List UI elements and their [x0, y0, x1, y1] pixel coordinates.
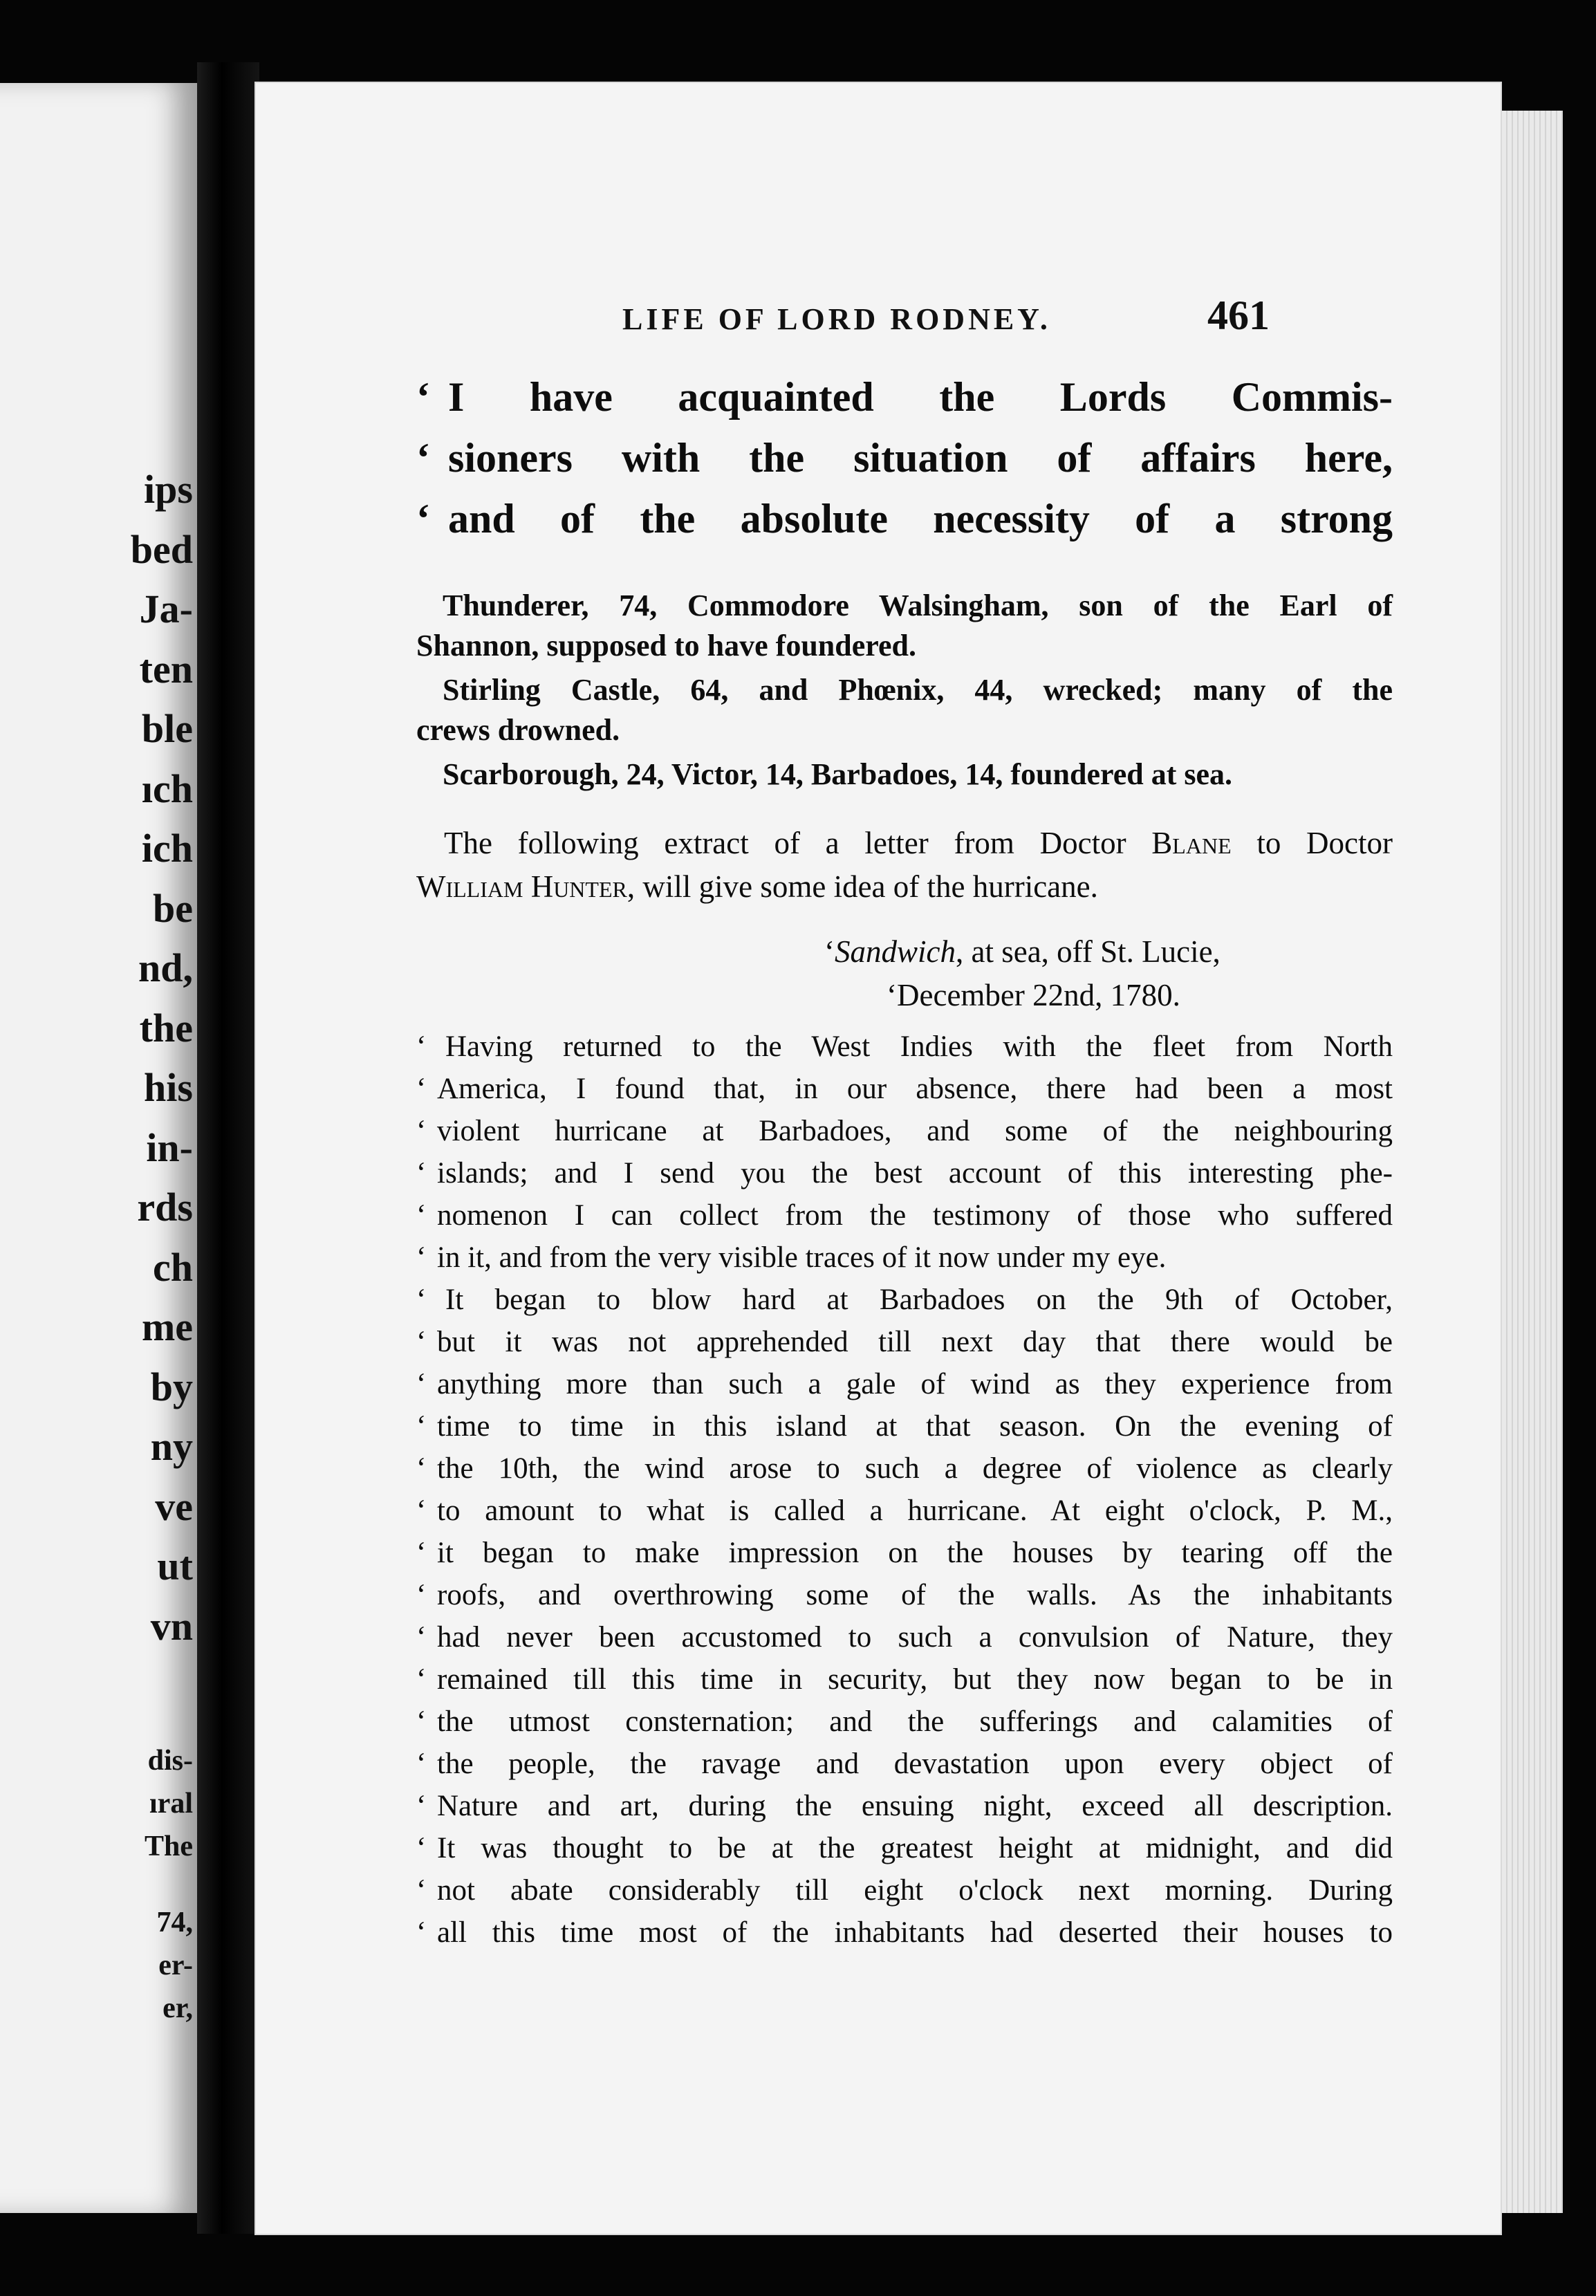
letter-line: [416, 1532, 1393, 1574]
letter-line: [416, 1616, 1393, 1658]
quote-mark: ‘: [416, 1410, 427, 1443]
intro-line: The following extract of a letter from Doctor Blane to Doctor: [444, 826, 1393, 860]
line-text: islands; and I send you the best account of this interesting phe-: [437, 1157, 1393, 1189]
line-text: in it, and from the very visible traces of it now under my eye.: [437, 1241, 1167, 1274]
previous-page-note-fragments: [27, 1739, 193, 2030]
intro-line: William Hunter, will give some idea of the hurricane.: [416, 869, 1098, 904]
page-fragment: dis-: [147, 1745, 193, 1777]
page-fragment: ve: [155, 1483, 193, 1529]
line-text: Nature and art, during the ensuing night, exceed all description.: [437, 1790, 1393, 1822]
quote-mark: ‘: [416, 1199, 427, 1232]
letter-line: [416, 1743, 1393, 1785]
page-fragment: Ja-: [139, 586, 193, 631]
body-text: [416, 367, 1393, 549]
line-text: It began to blow hard at Barbadoes on the 9th of October,: [445, 1284, 1393, 1316]
page-fragment: ch: [153, 1244, 193, 1290]
quote-mark: ‘: [416, 1241, 427, 1274]
letter-line: [416, 1321, 1393, 1363]
line-text: the utmost consternation; and the sufferings and calamities of: [437, 1705, 1393, 1738]
page-fragment: ble: [141, 706, 193, 751]
page-fragment: rds: [137, 1185, 193, 1230]
body-line: [416, 488, 1393, 549]
letter-line: [416, 1447, 1393, 1490]
previous-page-body-fragments: [27, 460, 193, 1656]
letter-line: [416, 1110, 1393, 1152]
quote-mark: ‘: [416, 1874, 427, 1907]
page-number: 461: [1207, 293, 1270, 338]
line-text: remained till this time in security, but they now began to be in: [437, 1663, 1393, 1696]
book-gutter: [197, 62, 259, 2234]
page-fragment: ips: [144, 467, 193, 512]
letter-line: [416, 1658, 1393, 1701]
letter-line: [416, 1068, 1393, 1110]
quote-mark: ‘: [416, 1790, 427, 1822]
name-william-hunter: William Hunter: [416, 869, 627, 904]
page-fragment: ıral: [149, 1788, 193, 1820]
letter-line: [416, 1490, 1393, 1532]
body-line: [416, 427, 1393, 488]
page-fragment: vn: [150, 1603, 193, 1649]
line-text: America, I found that, in our absence, there had been a most: [437, 1073, 1393, 1105]
page-fragment: ıch: [141, 766, 193, 811]
letter-text: [416, 1026, 1393, 1954]
letter-line: [416, 1701, 1393, 1743]
page-fragment: ten: [139, 646, 193, 692]
page-fragment: the: [139, 1005, 193, 1050]
current-page: [256, 83, 1501, 2234]
letter-line: [416, 1363, 1393, 1405]
line-text: violent hurricane at Barbadoes, and some of the neighbouring: [437, 1115, 1393, 1147]
name-blane: Blane: [1151, 826, 1232, 860]
line-text: to amount to what is called a hurricane. At eight o'clock, P. M.,: [437, 1494, 1393, 1527]
letter-line: [416, 1237, 1393, 1279]
footnote-line: Shannon, supposed to have foundered.: [416, 629, 916, 663]
letter-dateline: [416, 930, 1393, 1017]
line-text: but it was not apprehended till next day that there would be: [437, 1326, 1393, 1358]
quote-mark: ‘: [416, 1748, 427, 1780]
page-fragment: ny: [150, 1424, 193, 1469]
line-text: not abate considerably till eight o'clock next morning. During: [437, 1874, 1393, 1907]
footnote-line: Scarborough, 24, Victor, 14, Barbadoes, 14, foundered at sea.: [443, 757, 1233, 791]
quote-mark: ‘: [416, 1663, 427, 1696]
line-text: anything more than such a gale of wind as they experience from: [437, 1368, 1393, 1400]
quote-mark: ‘: [416, 496, 430, 541]
quote-mark: ‘: [416, 1579, 427, 1611]
letter-line: [416, 1405, 1393, 1447]
quote-mark: ‘: [416, 435, 430, 481]
letter-introduction: [416, 822, 1393, 909]
letter-line: [416, 1785, 1393, 1827]
running-title: LIFE OF LORD RODNEY.: [622, 302, 1051, 336]
quote-mark: ‘: [416, 1705, 427, 1738]
quote-mark: ‘: [416, 1030, 427, 1063]
line-text: roofs, and overthrowing some of the walls. As the inhabitants: [437, 1579, 1393, 1611]
line-text: It was thought to be at the greatest height at midnight, and did: [437, 1832, 1393, 1864]
quote-mark: ‘: [416, 1832, 427, 1864]
letter-line: [416, 1279, 1393, 1321]
footnote-line: Stirling Castle, 64, and Phœnix, 44, wrecked; many of the: [443, 673, 1393, 707]
page-fragment: nd,: [138, 945, 193, 990]
line-text: the people, the ravage and devastation upon every object of: [437, 1748, 1393, 1780]
page-fragment: bed: [130, 526, 193, 572]
line-text: and of the absolute necessity of a strong: [448, 496, 1393, 541]
quote-mark: ‘: [416, 1073, 427, 1105]
quote-mark: ‘: [416, 1115, 427, 1147]
letter-line: [416, 1574, 1393, 1616]
line-text: the 10th, the wind arose to such a degree of violence as clearly: [437, 1452, 1393, 1485]
page-fragment: ich: [141, 826, 193, 871]
line-text: sioners with the situation of affairs here,: [448, 435, 1393, 481]
previous-page: [0, 83, 197, 2213]
line-text: it began to make impression on the houses by tearing off the: [437, 1537, 1393, 1569]
letter-line: [416, 1194, 1393, 1237]
quote-mark: ‘: [416, 1452, 427, 1485]
line-text: I have acquainted the Lords Commis-: [448, 374, 1393, 420]
quote-mark: ‘: [416, 1494, 427, 1527]
letter-line: [416, 1869, 1393, 1911]
quote-mark: ‘: [416, 1284, 427, 1316]
quote-mark: ‘: [416, 1916, 427, 1949]
line-text: time to time in this island at that season. On the evening of: [437, 1410, 1393, 1443]
letter-line: [416, 1026, 1393, 1068]
page-fragment: ut: [157, 1544, 193, 1589]
page-fragment: his: [144, 1065, 193, 1110]
page-fragment: er,: [163, 1992, 193, 2024]
quote-mark: ‘: [416, 1326, 427, 1358]
page-fragment: er-: [158, 1950, 193, 1981]
line-text: all this time most of the inhabitants had deserted their houses to: [437, 1916, 1393, 1949]
letter-line: [416, 1152, 1393, 1194]
line-text: nomenon I can collect from the testimony of those who suffered: [437, 1199, 1393, 1232]
page-fragment: in-: [146, 1124, 193, 1170]
letter-line: [416, 1911, 1393, 1954]
page-fragment: be: [153, 885, 193, 931]
footnote-line: crews drowned.: [416, 713, 620, 747]
line-text: had never been accustomed to such a convulsion of Nature, they: [437, 1621, 1393, 1654]
page-fragment: me: [141, 1304, 193, 1349]
quote-mark: ‘: [416, 1157, 427, 1189]
dateline-date: ‘December 22nd, 1780.: [887, 978, 1180, 1012]
quote-mark: ‘: [416, 1621, 427, 1654]
body-line: [416, 367, 1393, 427]
page-fragment: The: [144, 1831, 193, 1862]
footnote-line: Thunderer, 74, Commodore Walsingham, son of the Earl of: [443, 589, 1393, 622]
quote-mark: ‘: [416, 374, 430, 420]
quote-mark: ‘: [416, 1537, 427, 1569]
letter-line: [416, 1827, 1393, 1869]
quote-mark: ‘: [416, 1368, 427, 1400]
footnotes: [416, 586, 1393, 795]
page-fragment: by: [150, 1364, 193, 1409]
page-fragment: 74,: [156, 1907, 193, 1938]
dateline-place: ‘Sandwich, at sea, off St. Lucie,: [824, 934, 1221, 969]
line-text: Having returned to the West Indies with the fleet from North: [445, 1030, 1393, 1063]
